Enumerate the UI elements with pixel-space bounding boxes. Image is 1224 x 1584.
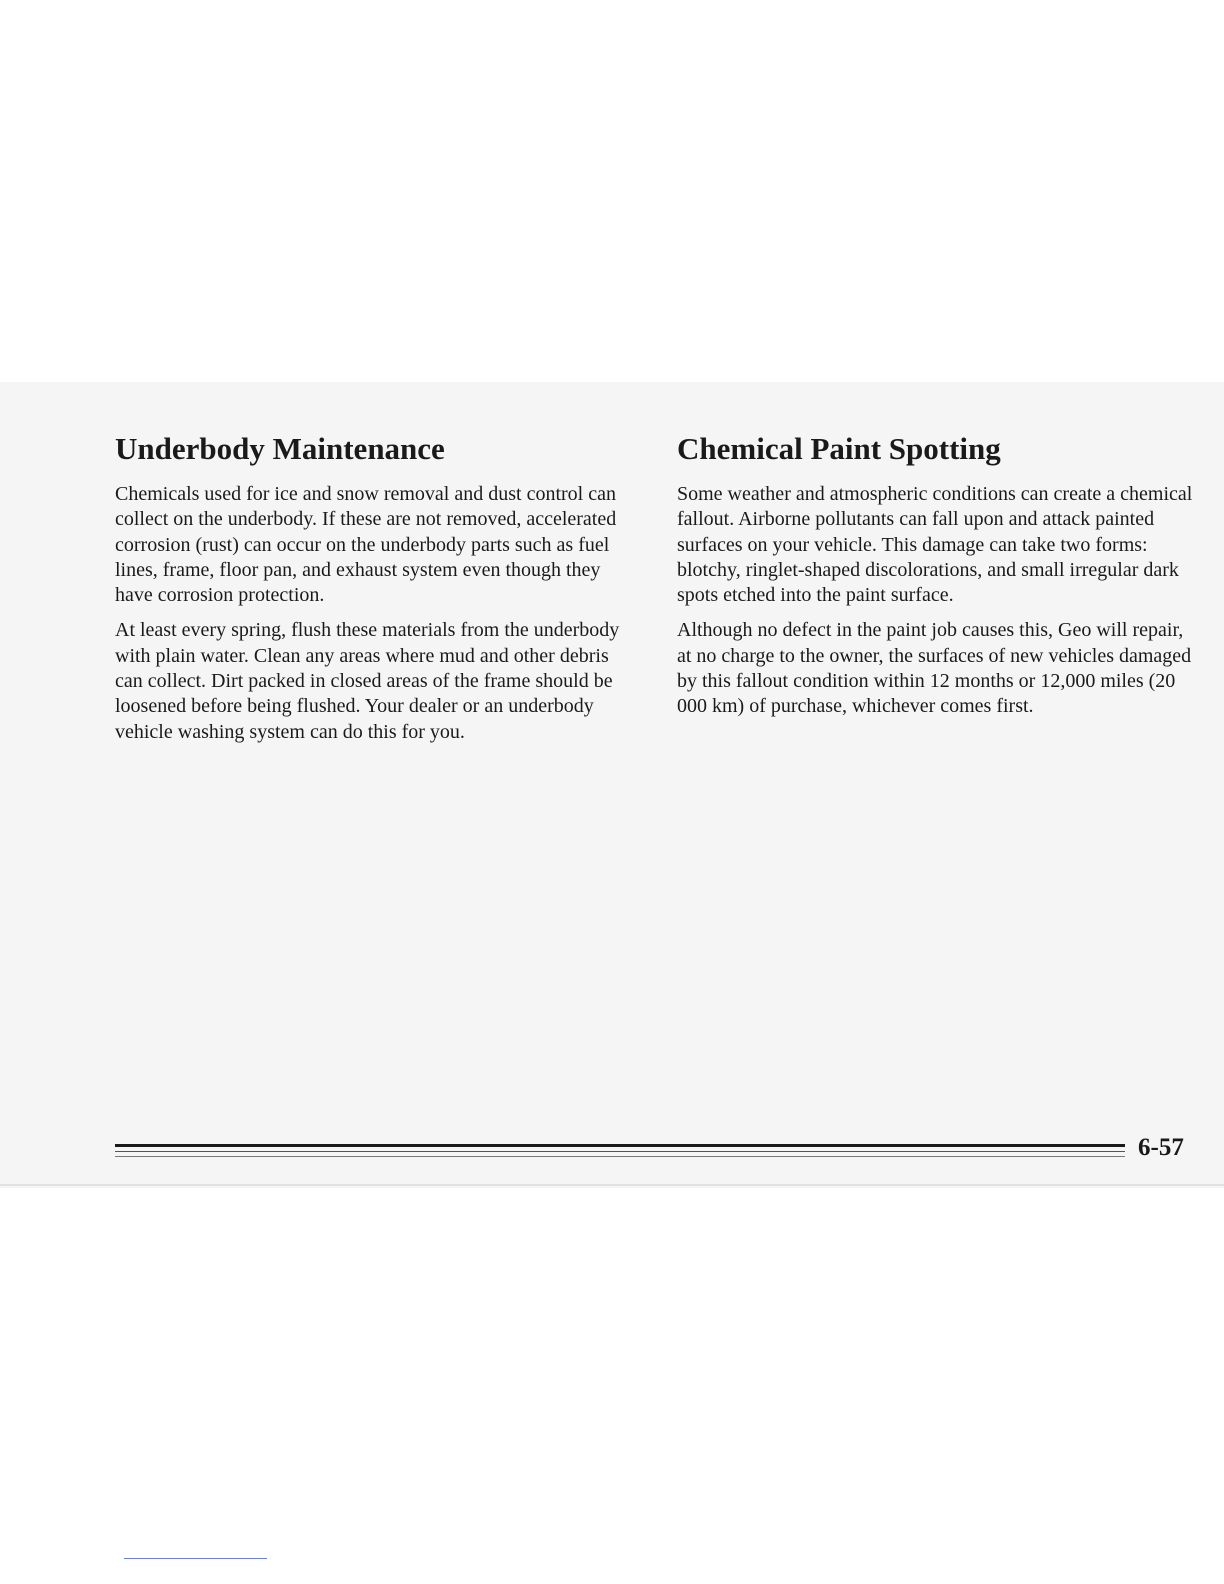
paint-spotting-paragraph-1: Some weather and atmospheric conditions can create a chemical fallout. Airborne pollutants can fall upon and attack painted surfaces on your vehicle. This damage can take two forms: blotchy, ringlet-shaped discolorations, and small irregular dark spots etched into the paint surface. [677,483,1193,607]
footer-rule [115,1138,1125,1160]
paint-spotting-paragraph-2: Although no defect in the paint job causes this, Geo will repair, at no charge to the owner, the surfaces of new vehicles damaged by this fallout condition within 12 months or 12,000 miles (20 000 km) of purchase, whichever comes first. [677,619,1192,718]
footer-rule-thin-line [115,1156,1125,1157]
page-edge-line [0,1184,1224,1186]
stray-line [124,1558,267,1559]
underbody-maintenance-heading: Underbody Maintenance [115,431,445,466]
chemical-paint-spotting-heading: Chemical Paint Spotting [677,431,1001,466]
footer-rule-thick-line [115,1144,1125,1147]
chemical-paint-spotting-section [677,430,1197,730]
underbody-paragraph-1: Chemicals used for ice and snow removal and dust control can collect on the underbody. If these are not removed, accelerated corrosion (rust) can occur on the underbody parts such as fuel lines, frame, floor pan, and exhaust system even though they have corrosion protection. [115,483,617,607]
underbody-maintenance-section [115,430,635,755]
page-number: 6-57 [1138,1134,1184,1161]
underbody-paragraph-2: At least every spring, flush these materials from the underbody with plain water. Clean any areas where mud and other debris can collect. Dirt packed in closed areas of the frame should be loosened before being flushed. Your dealer or an underbody vehicle washing system can do this for you. [115,619,620,743]
footer-rule-thin-line [115,1151,1125,1152]
